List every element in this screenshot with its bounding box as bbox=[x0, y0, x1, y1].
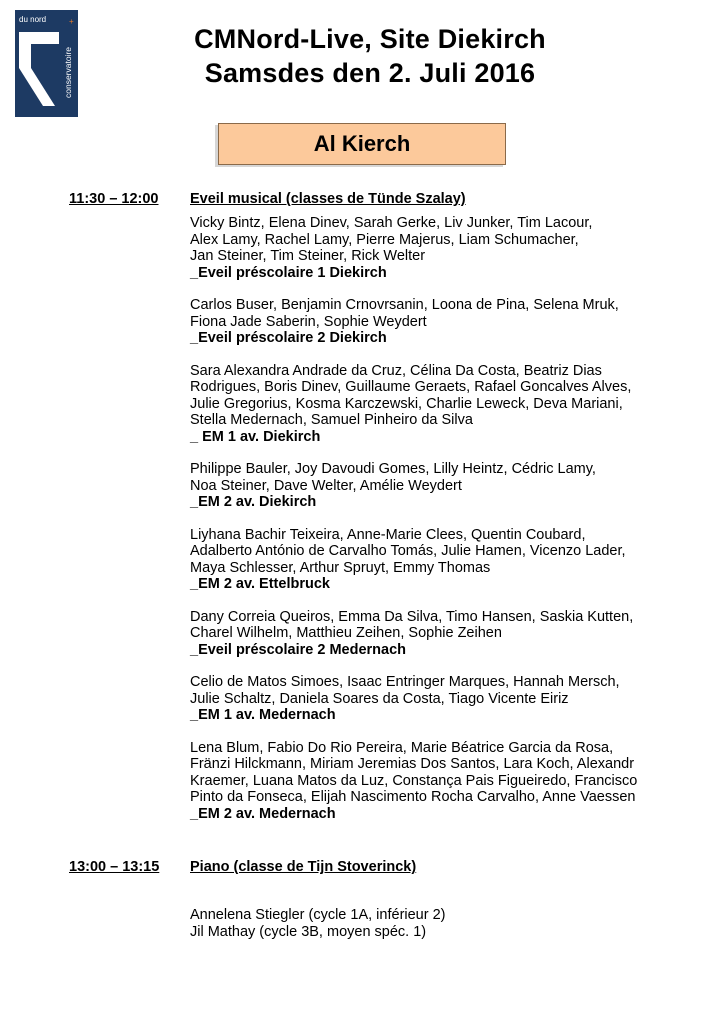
group-class-label: _EM 2 av. Medernach bbox=[190, 805, 336, 822]
participant-names-line: Fränzi Hilckmann, Miriam Jeremias Dos Santos, Lara Koch, Alexandr bbox=[190, 756, 635, 772]
conservatoire-logo bbox=[15, 10, 78, 117]
participant-group bbox=[190, 740, 650, 823]
participant-names-line: Jan Steiner, Tim Steiner, Rick Welter bbox=[190, 248, 426, 264]
participant-names-line: Charel Wilhelm, Matthieu Zeihen, Sophie Zeihen bbox=[190, 625, 502, 641]
performer-entry: Jil Mathay (cycle 3B, moyen spéc. 1) bbox=[190, 924, 427, 940]
title-line-1: CMNord-Live, Site Diekirch bbox=[194, 24, 546, 54]
group-class-label: _ EM 1 av. Diekirch bbox=[190, 428, 321, 445]
participant-names-line: Liyhana Bachir Teixeira, Anne-Marie Clees, Quentin Coubard, bbox=[190, 526, 586, 543]
participant-names-line: Maya Schlesser, Arthur Spruyt, Emmy Thomas bbox=[190, 559, 491, 576]
group-class-label: _Eveil préscolaire 2 Medernach bbox=[190, 641, 406, 658]
svg-text:+: + bbox=[69, 17, 74, 26]
section-heading: Piano (classe de Tijn Stoverinck) bbox=[190, 859, 417, 875]
participant-names-line: Julie Schaltz, Daniela Soares da Costa, Tiago Vicente Eiriz bbox=[190, 690, 569, 707]
participant-names-line: Stella Medernach, Samuel Pinheiro da Silva bbox=[190, 412, 473, 428]
participant-group bbox=[190, 609, 650, 659]
participant-names-line: Philippe Bauler, Joy Davoudi Gomes, Lilly Heintz, Cédric Lamy, bbox=[190, 461, 596, 477]
participant-group bbox=[190, 461, 650, 511]
group-class-label: _EM 1 av. Medernach bbox=[190, 707, 336, 723]
participant-names-line: Rodrigues, Boris Dinev, Guillaume Geraets, Rafael Goncalves Alves, bbox=[190, 379, 632, 395]
section-heading: Eveil musical (classes de Tünde Szalay) bbox=[190, 191, 466, 207]
title-line-2: Samsdes den 2. Juli 2016 bbox=[204, 58, 536, 88]
participant-names-line: Lena Blum, Fabio Do Rio Pereira, Marie Béatrice Garcia da Rosa, bbox=[190, 739, 614, 756]
participant-names-line: Vicky Bintz, Elena Dinev, Sarah Gerke, Liv Junker, Tim Lacour, bbox=[190, 215, 593, 231]
participant-names-line: Carlos Buser, Benjamin Crnovrsanin, Loona de Pina, Selena Mruk, bbox=[190, 297, 619, 313]
participant-names-line: Sara Alexandra Andrade da Cruz, Célina Da Costa, Beatriz Dias bbox=[190, 362, 602, 379]
performer-entry: Annelena Stiegler (cycle 1A, inférieur 2) bbox=[190, 907, 446, 923]
group-list bbox=[190, 215, 650, 838]
participant-group bbox=[190, 674, 650, 724]
participant-names-line: Adalberto António de Carvalho Tomás, Julie Hamen, Vicenzo Lader, bbox=[190, 543, 626, 559]
participant-names-line: Noa Steiner, Dave Welter, Amélie Weydert bbox=[190, 477, 462, 494]
participant-names-line: Kraemer, Luana Matos da Luz, Constança Pais Figueiredo, Francisco bbox=[190, 772, 638, 789]
section-time: 11:30 – 12:00 bbox=[69, 191, 159, 207]
page-title bbox=[150, 22, 590, 90]
participant-group bbox=[190, 527, 650, 593]
group-class-label: _EM 2 av. Diekirch bbox=[190, 494, 317, 510]
participant-group bbox=[190, 215, 650, 281]
participant-group bbox=[190, 363, 650, 446]
venue-box: Al Kierch bbox=[218, 123, 506, 165]
group-class-label: _Eveil préscolaire 1 Diekirch bbox=[190, 264, 387, 281]
section-time: 13:00 – 13:15 bbox=[69, 859, 160, 875]
participant-names-line: Dany Correia Queiros, Emma Da Silva, Timo Hansen, Saskia Kutten, bbox=[190, 608, 634, 625]
group-class-label: _EM 2 av. Ettelbruck bbox=[190, 576, 330, 592]
participant-names-line: Pinto da Fonseca, Elijah Nascimento Rocha Carvalho, Anne Vaessen bbox=[190, 789, 636, 805]
logo-top-text: du nord bbox=[19, 15, 47, 24]
group-class-label: _Eveil préscolaire 2 Diekirch bbox=[190, 330, 387, 346]
participant-names-line: Julie Gregorius, Kosma Karczewski, Charlie Leweck, Deva Mariani, bbox=[190, 395, 623, 412]
participant-names-line: Celio de Matos Simoes, Isaac Entringer Marques, Hannah Mersch, bbox=[190, 674, 620, 690]
participant-names-line: Alex Lamy, Rachel Lamy, Pierre Majerus, Liam Schumacher, bbox=[190, 231, 579, 248]
logo-side-text: conservatoire bbox=[63, 46, 73, 98]
performer-list bbox=[190, 907, 446, 941]
participant-names-line: Fiona Jade Saberin, Sophie Weydert bbox=[190, 313, 427, 330]
participant-group bbox=[190, 297, 650, 347]
